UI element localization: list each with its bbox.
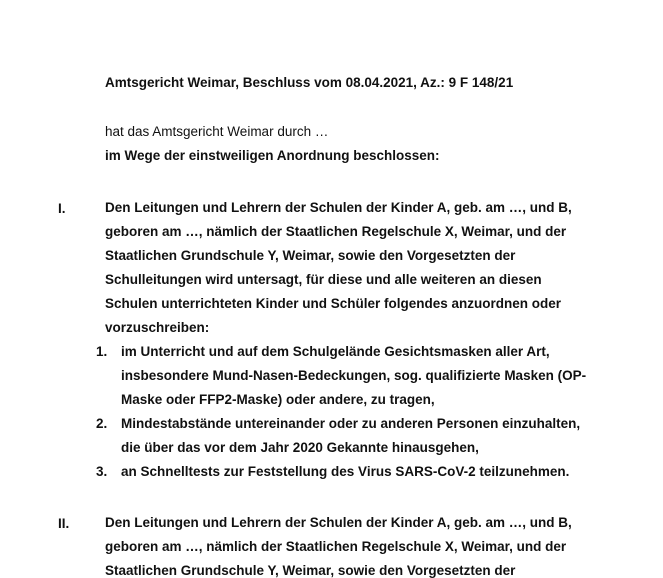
list-item-line: Maske oder FFP2-Maske) oder andere, zu tragen, [121, 392, 435, 407]
list-item-line: Mindestabstände untereinander oder zu anderen Personen einzuhalten, [121, 416, 581, 431]
paragraph-line: Den Leitungen und Lehrern der Schulen der Kinder A, geb. am …, und B, [105, 515, 572, 530]
list-item [96, 340, 636, 412]
section-number-2: II. [58, 516, 70, 531]
paragraph-line: Staatlichen Grundschule Y, Weimar, sowie den Vorgesetzten der [105, 563, 516, 578]
section-1-sublist [96, 340, 636, 484]
paragraph-line: vorzuschreiben: [105, 320, 210, 335]
list-item [96, 412, 636, 460]
paragraph-line: Schulen unterrichteten Kinder und Schüler folgendes anzuordnen oder [105, 296, 562, 311]
section-number-1: I. [58, 201, 66, 216]
intro-line-ruling: im Wege der einstweiligen Anordnung beschlossen: [105, 148, 440, 163]
list-item-number: 3. [96, 464, 108, 479]
intro-line-court: hat das Amtsgericht Weimar durch … [105, 124, 329, 139]
list-item-text [121, 340, 636, 412]
paragraph-line: Schulleitungen wird untersagt, für diese und alle weiteren an diesen [105, 272, 542, 287]
list-item-text [121, 412, 636, 460]
list-item-number: 2. [96, 416, 108, 431]
list-item-text [121, 460, 636, 484]
list-item [96, 460, 636, 484]
paragraph-line: Den Leitungen und Lehrern der Schulen der Kinder A, geb. am …, und B, [105, 200, 572, 215]
list-item-line: insbesondere Mund-Nasen-Bedeckungen, sog. qualifizierte Masken (OP- [121, 368, 587, 383]
section-2-paragraph [105, 511, 625, 578]
section-1-paragraph [105, 196, 625, 340]
document-heading: Amtsgericht Weimar, Beschluss vom 08.04.2021, Az.: 9 F 148/21 [105, 75, 514, 90]
paragraph-line: Staatlichen Grundschule Y, Weimar, sowie den Vorgesetzten der [105, 248, 516, 263]
paragraph-line: geboren am …, nämlich der Staatlichen Regelschule X, Weimar, und der [105, 224, 567, 239]
paragraph-line: geboren am …, nämlich der Staatlichen Regelschule X, Weimar, und der [105, 539, 567, 554]
list-item-line: im Unterricht und auf dem Schulgelände Gesichtsmasken aller Art, [121, 344, 550, 359]
list-item-line: an Schnelltests zur Feststellung des Virus SARS-CoV-2 teilzunehmen. [121, 464, 570, 479]
list-item-number: 1. [96, 344, 108, 359]
list-item-line: die über das vor dem Jahr 2020 Gekannte hinausgehen, [121, 440, 479, 455]
